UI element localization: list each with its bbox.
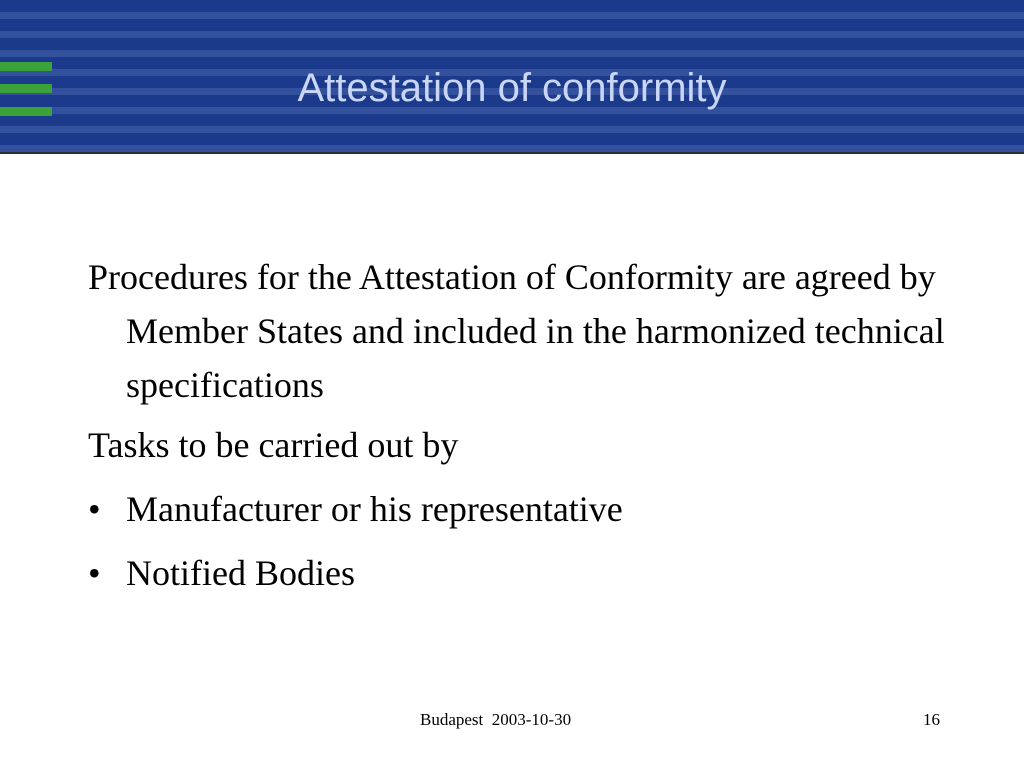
bullet-icon: • [88,489,101,529]
bullet-item-manufacturer [88,482,948,536]
paragraph-procedures: Procedures for the Attestation of Conformity are agreed by Member States and included in the harmonized technical specifications [88,257,945,405]
slide-content [88,250,948,600]
bullet-text: Notified Bodies [126,553,355,593]
footer-location-date: Budapest 2003-10-30 [420,710,572,729]
bullet-list [88,482,948,600]
paragraph-tasks: Tasks to be carried out by [88,425,459,465]
slide-title: Attestation of conformity [297,66,727,110]
footer-page-number: 16 [923,710,940,729]
bullet-text: Manufacturer or his representative [126,489,623,529]
bullet-icon: • [88,553,101,593]
bullet-item-notified-bodies [88,546,948,600]
